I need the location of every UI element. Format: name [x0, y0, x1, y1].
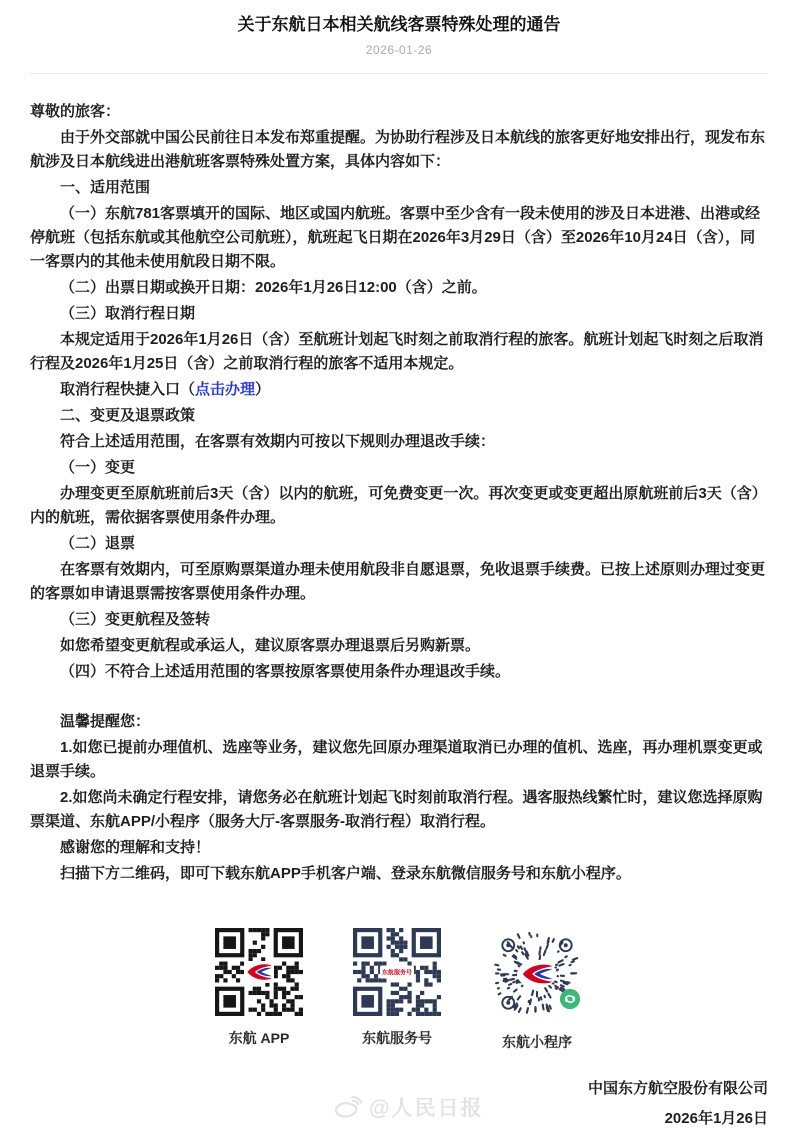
- cancel-entry-link[interactable]: 点击办理: [195, 381, 256, 398]
- app-qr-code-icon: [215, 928, 303, 1016]
- section2-item1-detail: 办理变更至原航班前后3天（含）以内的航班，可免费变更一次。再次变更或变更超出原航班前后3天（含）内的航班，需依据客票使用条件办理。: [30, 485, 767, 526]
- publish-date: 2026-01-26: [365, 43, 433, 57]
- qr-label-miniprogram: 东航小程序: [502, 1034, 572, 1050]
- qr-item-miniprogram: [491, 928, 583, 1052]
- section1-item2: （二）出票日期或换开日期：2026年1月26日12:00（含）之前。: [60, 279, 487, 296]
- section1-heading: 一、适用范围: [60, 179, 151, 196]
- thanks-line: 感谢您的理解和支持！: [60, 839, 211, 856]
- footer-date: 2026年1月26日: [664, 1110, 768, 1127]
- cea-logo-icon: [517, 960, 557, 988]
- service-qr-center-label: 东航服务号: [380, 966, 414, 979]
- section1-item3-detail: 本规定适用于2026年1月26日（含）至航班计划起飞时刻之前取消行程的旅客。航班计划起飞时刻之后取消行程及2026年1月25日（含）之前取消行程的旅客不适用本规定。: [30, 331, 764, 372]
- qr-item-service: [353, 928, 441, 1048]
- section2-heading: 二、变更及退票政策: [60, 407, 196, 424]
- section2-item3: （三）变更航程及签转: [60, 611, 211, 628]
- divider: [30, 73, 768, 74]
- section1-item3: （三）取消行程日期: [60, 305, 196, 322]
- section2-item2: （二）退票: [60, 535, 136, 552]
- service-qr-code-icon: [353, 928, 441, 1016]
- intro-paragraph: 由于外交部就中国公民前往日本发布郑重提醒。为协助行程涉及日本航线的旅客更好地安排出行，现发布东航涉及日本航线进出港航班客票特殊处置方案，具体内容如下：: [30, 129, 766, 170]
- section2-item4: （四）不符合上述适用范围的客票按原客票使用条件办理退改手续。: [60, 663, 511, 680]
- footer-company: 中国东方航空股份有限公司: [587, 1080, 768, 1097]
- weibo-watermark: [333, 1092, 483, 1122]
- section2-item2-detail: 在客票有效期内，可至原购票渠道办理未使用航段非自愿退票，免收退票手续费。已按上述原则办理过变更的客票如申请退票需按客票使用条件办理。: [30, 561, 766, 602]
- scan-hint-line: 扫描下方二维码，即可下载东航APP手机客户端、登录东航微信服务号和东航小程序。: [60, 865, 631, 882]
- qr-item-app: [215, 928, 303, 1048]
- notice-body: [30, 100, 768, 886]
- cancel-entry-prefix: 取消行程快捷入口（: [60, 381, 196, 398]
- section2-item3-detail: 如您希望变更航程或承运人，建议原客票办理退票后另购新票。: [60, 637, 481, 654]
- miniprogram-qr-code-icon: [491, 928, 583, 1020]
- section2-intro: 符合上述适用范围，在客票有效期内可按以下规则办理退改手续：: [60, 433, 496, 450]
- salutation: 尊敬的旅客：: [30, 103, 121, 120]
- qr-label-app: 东航 APP: [228, 1030, 290, 1046]
- page-title: 关于东航日本相关航线客票特殊处理的通告: [237, 15, 561, 34]
- section1-item1: （一）东航781客票填开的国际、地区或国内航班。客票中至少含有一段未使用的涉及日本进港、出港或经停航班（包括东航或其他航空公司航班），航班起飞日期在2026年3月29日（含）至2026年10月24日（含），同一客票内的其他未使用航段日期不限。: [30, 205, 761, 270]
- qr-row: [30, 928, 768, 1052]
- qr-label-service: 东航服务号: [362, 1030, 432, 1046]
- reminder-item1: 1.如您已提前办理值机、选座等业务，建议您先回原办理渠道取消已办理的值机、选座，再办理机票变更或退票手续。: [30, 739, 763, 780]
- reminder-item2: 2.如您尚未确定行程安排，请您务必在航班计划起飞时刻前取消行程。遇客服热线繁忙时，建议您选择原购票渠道、东航APP/小程序（服务大厅-客票服务-取消行程）取消行程。: [30, 789, 763, 830]
- wechat-miniprogram-icon: [559, 988, 581, 1010]
- reminder-heading: 温馨提醒您：: [60, 713, 151, 730]
- weibo-icon: [333, 1094, 363, 1120]
- cancel-entry-suffix: ）: [255, 381, 271, 398]
- cea-logo-icon: [244, 961, 274, 983]
- section2-item1: （一）变更: [60, 459, 136, 476]
- watermark-text: @人民日报: [369, 1097, 484, 1120]
- cancel-entry-line: [30, 378, 768, 402]
